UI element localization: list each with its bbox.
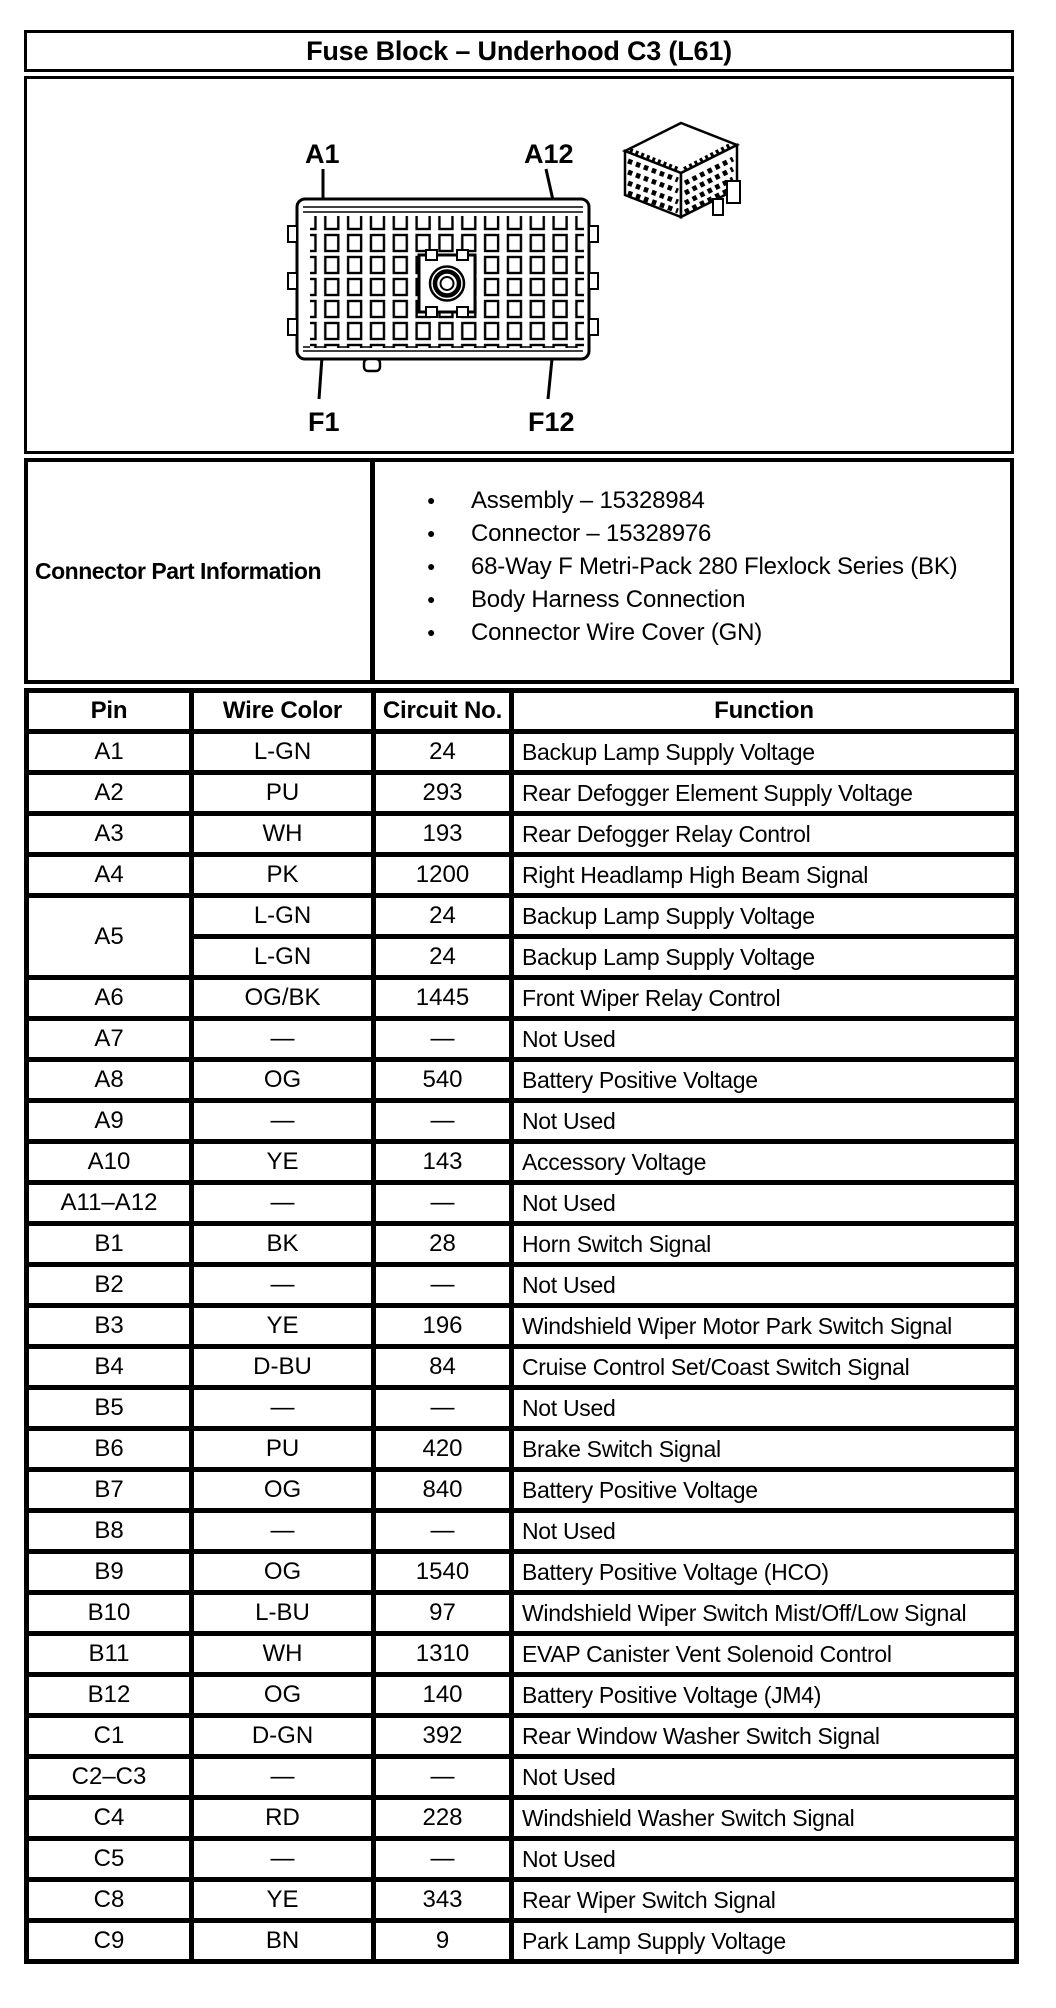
table-row	[27, 814, 1017, 855]
function-cell: Backup Lamp Supply Voltage	[512, 896, 1017, 937]
table-row	[27, 896, 1017, 937]
function-cell: Battery Positive Voltage	[512, 1060, 1017, 1101]
function-cell: Battery Positive Voltage	[512, 1470, 1017, 1511]
circuit-no-cell: 1540	[374, 1552, 512, 1593]
wire-color-cell: RD	[192, 1798, 374, 1839]
wire-color-cell: —	[192, 1019, 374, 1060]
table-row	[27, 1798, 1017, 1839]
function-cell: Windshield Wiper Motor Park Switch Signal	[512, 1306, 1017, 1347]
wire-color-cell: L-GN	[192, 732, 374, 773]
function-cell: Not Used	[512, 1839, 1017, 1880]
pin-cell: A6	[27, 978, 192, 1019]
pin-cell: A9	[27, 1101, 192, 1142]
circuit-no-cell: 140	[374, 1675, 512, 1716]
function-cell: Brake Switch Signal	[512, 1429, 1017, 1470]
circuit-no-cell: 228	[374, 1798, 512, 1839]
table-row	[27, 1511, 1017, 1552]
connector-part-information-section	[24, 458, 1014, 684]
wire-color-cell: D-GN	[192, 1716, 374, 1757]
part-info-item: ● 68-Way F Metri-Pack 280 Flexlock Series (BK)	[427, 550, 957, 583]
circuit-no-cell: —	[374, 1388, 512, 1429]
pin-cell: B1	[27, 1224, 192, 1265]
table-row	[27, 1142, 1017, 1183]
function-cell: Not Used	[512, 1511, 1017, 1552]
circuit-no-cell: 1200	[374, 855, 512, 896]
wire-color-cell: D-BU	[192, 1347, 374, 1388]
table-header-row	[27, 691, 1017, 732]
wire-color-cell: OG	[192, 1060, 374, 1101]
pin-cell: A2	[27, 773, 192, 814]
manual-page	[24, 30, 1014, 1964]
circuit-no-cell: 420	[374, 1429, 512, 1470]
circuit-no-cell: 193	[374, 814, 512, 855]
wire-color-cell: L-GN	[192, 937, 374, 978]
table-row	[27, 1593, 1017, 1634]
circuit-no-cell: —	[374, 1757, 512, 1798]
function-cell: Park Lamp Supply Voltage	[512, 1921, 1017, 1962]
function-cell: Rear Defogger Element Supply Voltage	[512, 773, 1017, 814]
part-info-label: Connector Part Information	[35, 557, 322, 584]
table-row	[27, 1183, 1017, 1224]
part-info-list	[375, 484, 957, 649]
part-info-details-cell	[375, 462, 1010, 680]
col-header-circuit: Circuit No.	[374, 691, 512, 732]
function-cell: Accessory Voltage	[512, 1142, 1017, 1183]
circuit-no-cell: —	[374, 1019, 512, 1060]
function-cell: Windshield Washer Switch Signal	[512, 1798, 1017, 1839]
pin-label-f12: F12	[528, 407, 575, 437]
pin-cell: B11	[27, 1634, 192, 1675]
wire-color-cell: L-BU	[192, 1593, 374, 1634]
pin-cell: A8	[27, 1060, 192, 1101]
wire-color-cell: —	[192, 1388, 374, 1429]
part-info-item: ● Connector Wire Cover (GN)	[427, 616, 957, 649]
circuit-no-cell: 293	[374, 773, 512, 814]
pin-cell: C8	[27, 1880, 192, 1921]
table-row	[27, 1880, 1017, 1921]
function-cell: Rear Window Washer Switch Signal	[512, 1716, 1017, 1757]
wire-color-cell: —	[192, 1511, 374, 1552]
circuit-no-cell: 24	[374, 732, 512, 773]
function-cell: Backup Lamp Supply Voltage	[512, 732, 1017, 773]
table-row	[27, 1019, 1017, 1060]
connector-body	[288, 199, 598, 371]
page-title: Fuse Block – Underhood C3 (L61)	[306, 35, 732, 66]
part-info-item: ● Assembly – 15328984	[427, 484, 957, 517]
connector-iso-view	[625, 123, 740, 217]
function-cell: Rear Defogger Relay Control	[512, 814, 1017, 855]
circuit-no-cell: 840	[374, 1470, 512, 1511]
function-cell: EVAP Canister Vent Solenoid Control	[512, 1634, 1017, 1675]
table-row	[27, 1101, 1017, 1142]
table-row	[27, 1716, 1017, 1757]
pin-cell: C4	[27, 1798, 192, 1839]
function-cell: Cruise Control Set/Coast Switch Signal	[512, 1347, 1017, 1388]
wire-color-cell: —	[192, 1265, 374, 1306]
pin-cell: C9	[27, 1921, 192, 1962]
table-row	[27, 1757, 1017, 1798]
function-cell: Horn Switch Signal	[512, 1224, 1017, 1265]
pin-cell: B4	[27, 1347, 192, 1388]
pin-cell: C1	[27, 1716, 192, 1757]
pin-cell: A10	[27, 1142, 192, 1183]
circuit-no-cell: 1445	[374, 978, 512, 1019]
table-row	[27, 1060, 1017, 1101]
pin-cell: A5	[27, 896, 192, 978]
pin-cell: B6	[27, 1429, 192, 1470]
col-header-wire: Wire Color	[192, 691, 374, 732]
function-cell: Front Wiper Relay Control	[512, 978, 1017, 1019]
pin-cell: A1	[27, 732, 192, 773]
circuit-no-cell: —	[374, 1101, 512, 1142]
circuit-no-cell: 1310	[374, 1634, 512, 1675]
circuit-no-cell: —	[374, 1511, 512, 1552]
wire-color-cell: —	[192, 1839, 374, 1880]
table-row	[27, 1306, 1017, 1347]
wire-color-cell: BK	[192, 1224, 374, 1265]
circuit-no-cell: —	[374, 1839, 512, 1880]
wire-color-cell: —	[192, 1183, 374, 1224]
pin-cell: A3	[27, 814, 192, 855]
table-row	[27, 1470, 1017, 1511]
table-row	[27, 1388, 1017, 1429]
circuit-no-cell: —	[374, 1265, 512, 1306]
circuit-no-cell: 392	[374, 1716, 512, 1757]
col-header-pin: Pin	[27, 691, 192, 732]
wire-color-cell: —	[192, 1757, 374, 1798]
function-cell: Not Used	[512, 1019, 1017, 1060]
circuit-no-cell: 97	[374, 1593, 512, 1634]
part-info-header-cell	[28, 462, 375, 680]
circuit-no-cell: 24	[374, 937, 512, 978]
part-info-item: ● Connector – 15328976	[427, 517, 957, 550]
function-cell: Not Used	[512, 1183, 1017, 1224]
table-row	[27, 732, 1017, 773]
pin-cell: A7	[27, 1019, 192, 1060]
pin-cell: B3	[27, 1306, 192, 1347]
pin-label-a12: A12	[524, 139, 574, 169]
circuit-no-cell: 540	[374, 1060, 512, 1101]
wire-color-cell: PU	[192, 773, 374, 814]
circuit-no-cell: 84	[374, 1347, 512, 1388]
wire-color-cell: WH	[192, 1634, 374, 1675]
function-cell: Right Headlamp High Beam Signal	[512, 855, 1017, 896]
function-cell: Backup Lamp Supply Voltage	[512, 937, 1017, 978]
wire-color-cell: PK	[192, 855, 374, 896]
table-row	[27, 1634, 1017, 1675]
connector-face-drawing	[27, 79, 1011, 451]
wire-color-cell: —	[192, 1101, 374, 1142]
circuit-no-cell: 196	[374, 1306, 512, 1347]
wire-color-cell: YE	[192, 1880, 374, 1921]
function-cell: Not Used	[512, 1757, 1017, 1798]
wire-color-cell: YE	[192, 1306, 374, 1347]
connector-diagram	[24, 76, 1014, 454]
pin-cell: B2	[27, 1265, 192, 1306]
pin-cell: B7	[27, 1470, 192, 1511]
wire-color-cell: OG	[192, 1470, 374, 1511]
function-cell: Not Used	[512, 1101, 1017, 1142]
table-row	[27, 855, 1017, 896]
col-header-function: Function	[512, 691, 1017, 732]
pin-cell: C2–C3	[27, 1757, 192, 1798]
function-cell: Not Used	[512, 1265, 1017, 1306]
wire-color-cell: BN	[192, 1921, 374, 1962]
pin-table	[24, 688, 1019, 1964]
circuit-no-cell: 28	[374, 1224, 512, 1265]
circuit-no-cell: —	[374, 1183, 512, 1224]
table-row	[27, 1347, 1017, 1388]
pin-cell: B9	[27, 1552, 192, 1593]
table-row	[27, 1224, 1017, 1265]
table-row	[27, 1839, 1017, 1880]
table-row	[27, 1675, 1017, 1716]
table-row	[27, 1921, 1017, 1962]
title-bar	[24, 30, 1014, 72]
function-cell: Not Used	[512, 1388, 1017, 1429]
pin-cell: B10	[27, 1593, 192, 1634]
pin-label-a1: A1	[305, 139, 340, 169]
wire-color-cell: OG/BK	[192, 978, 374, 1019]
function-cell: Battery Positive Voltage (HCO)	[512, 1552, 1017, 1593]
table-row	[27, 773, 1017, 814]
wire-color-cell: WH	[192, 814, 374, 855]
table-row	[27, 978, 1017, 1019]
wire-color-cell: PU	[192, 1429, 374, 1470]
pin-cell: B12	[27, 1675, 192, 1716]
circuit-no-cell: 24	[374, 896, 512, 937]
pin-cell: A11–A12	[27, 1183, 192, 1224]
pin-cell: B8	[27, 1511, 192, 1552]
wire-color-cell: YE	[192, 1142, 374, 1183]
center-bolt-feature	[419, 250, 475, 317]
pin-label-f1: F1	[308, 407, 340, 437]
pin-table-body	[27, 732, 1017, 1962]
table-row	[27, 1429, 1017, 1470]
pin-cell: C5	[27, 1839, 192, 1880]
table-row	[27, 1265, 1017, 1306]
function-cell: Rear Wiper Switch Signal	[512, 1880, 1017, 1921]
wire-color-cell: L-GN	[192, 896, 374, 937]
part-info-item: ● Body Harness Connection	[427, 583, 957, 616]
pin-cell: A4	[27, 855, 192, 896]
circuit-no-cell: 9	[374, 1921, 512, 1962]
pin-cell: B5	[27, 1388, 192, 1429]
wire-color-cell: OG	[192, 1675, 374, 1716]
function-cell: Battery Positive Voltage (JM4)	[512, 1675, 1017, 1716]
function-cell: Windshield Wiper Switch Mist/Off/Low Signal	[512, 1593, 1017, 1634]
circuit-no-cell: 343	[374, 1880, 512, 1921]
circuit-no-cell: 143	[374, 1142, 512, 1183]
wire-color-cell: OG	[192, 1552, 374, 1593]
table-row	[27, 1552, 1017, 1593]
